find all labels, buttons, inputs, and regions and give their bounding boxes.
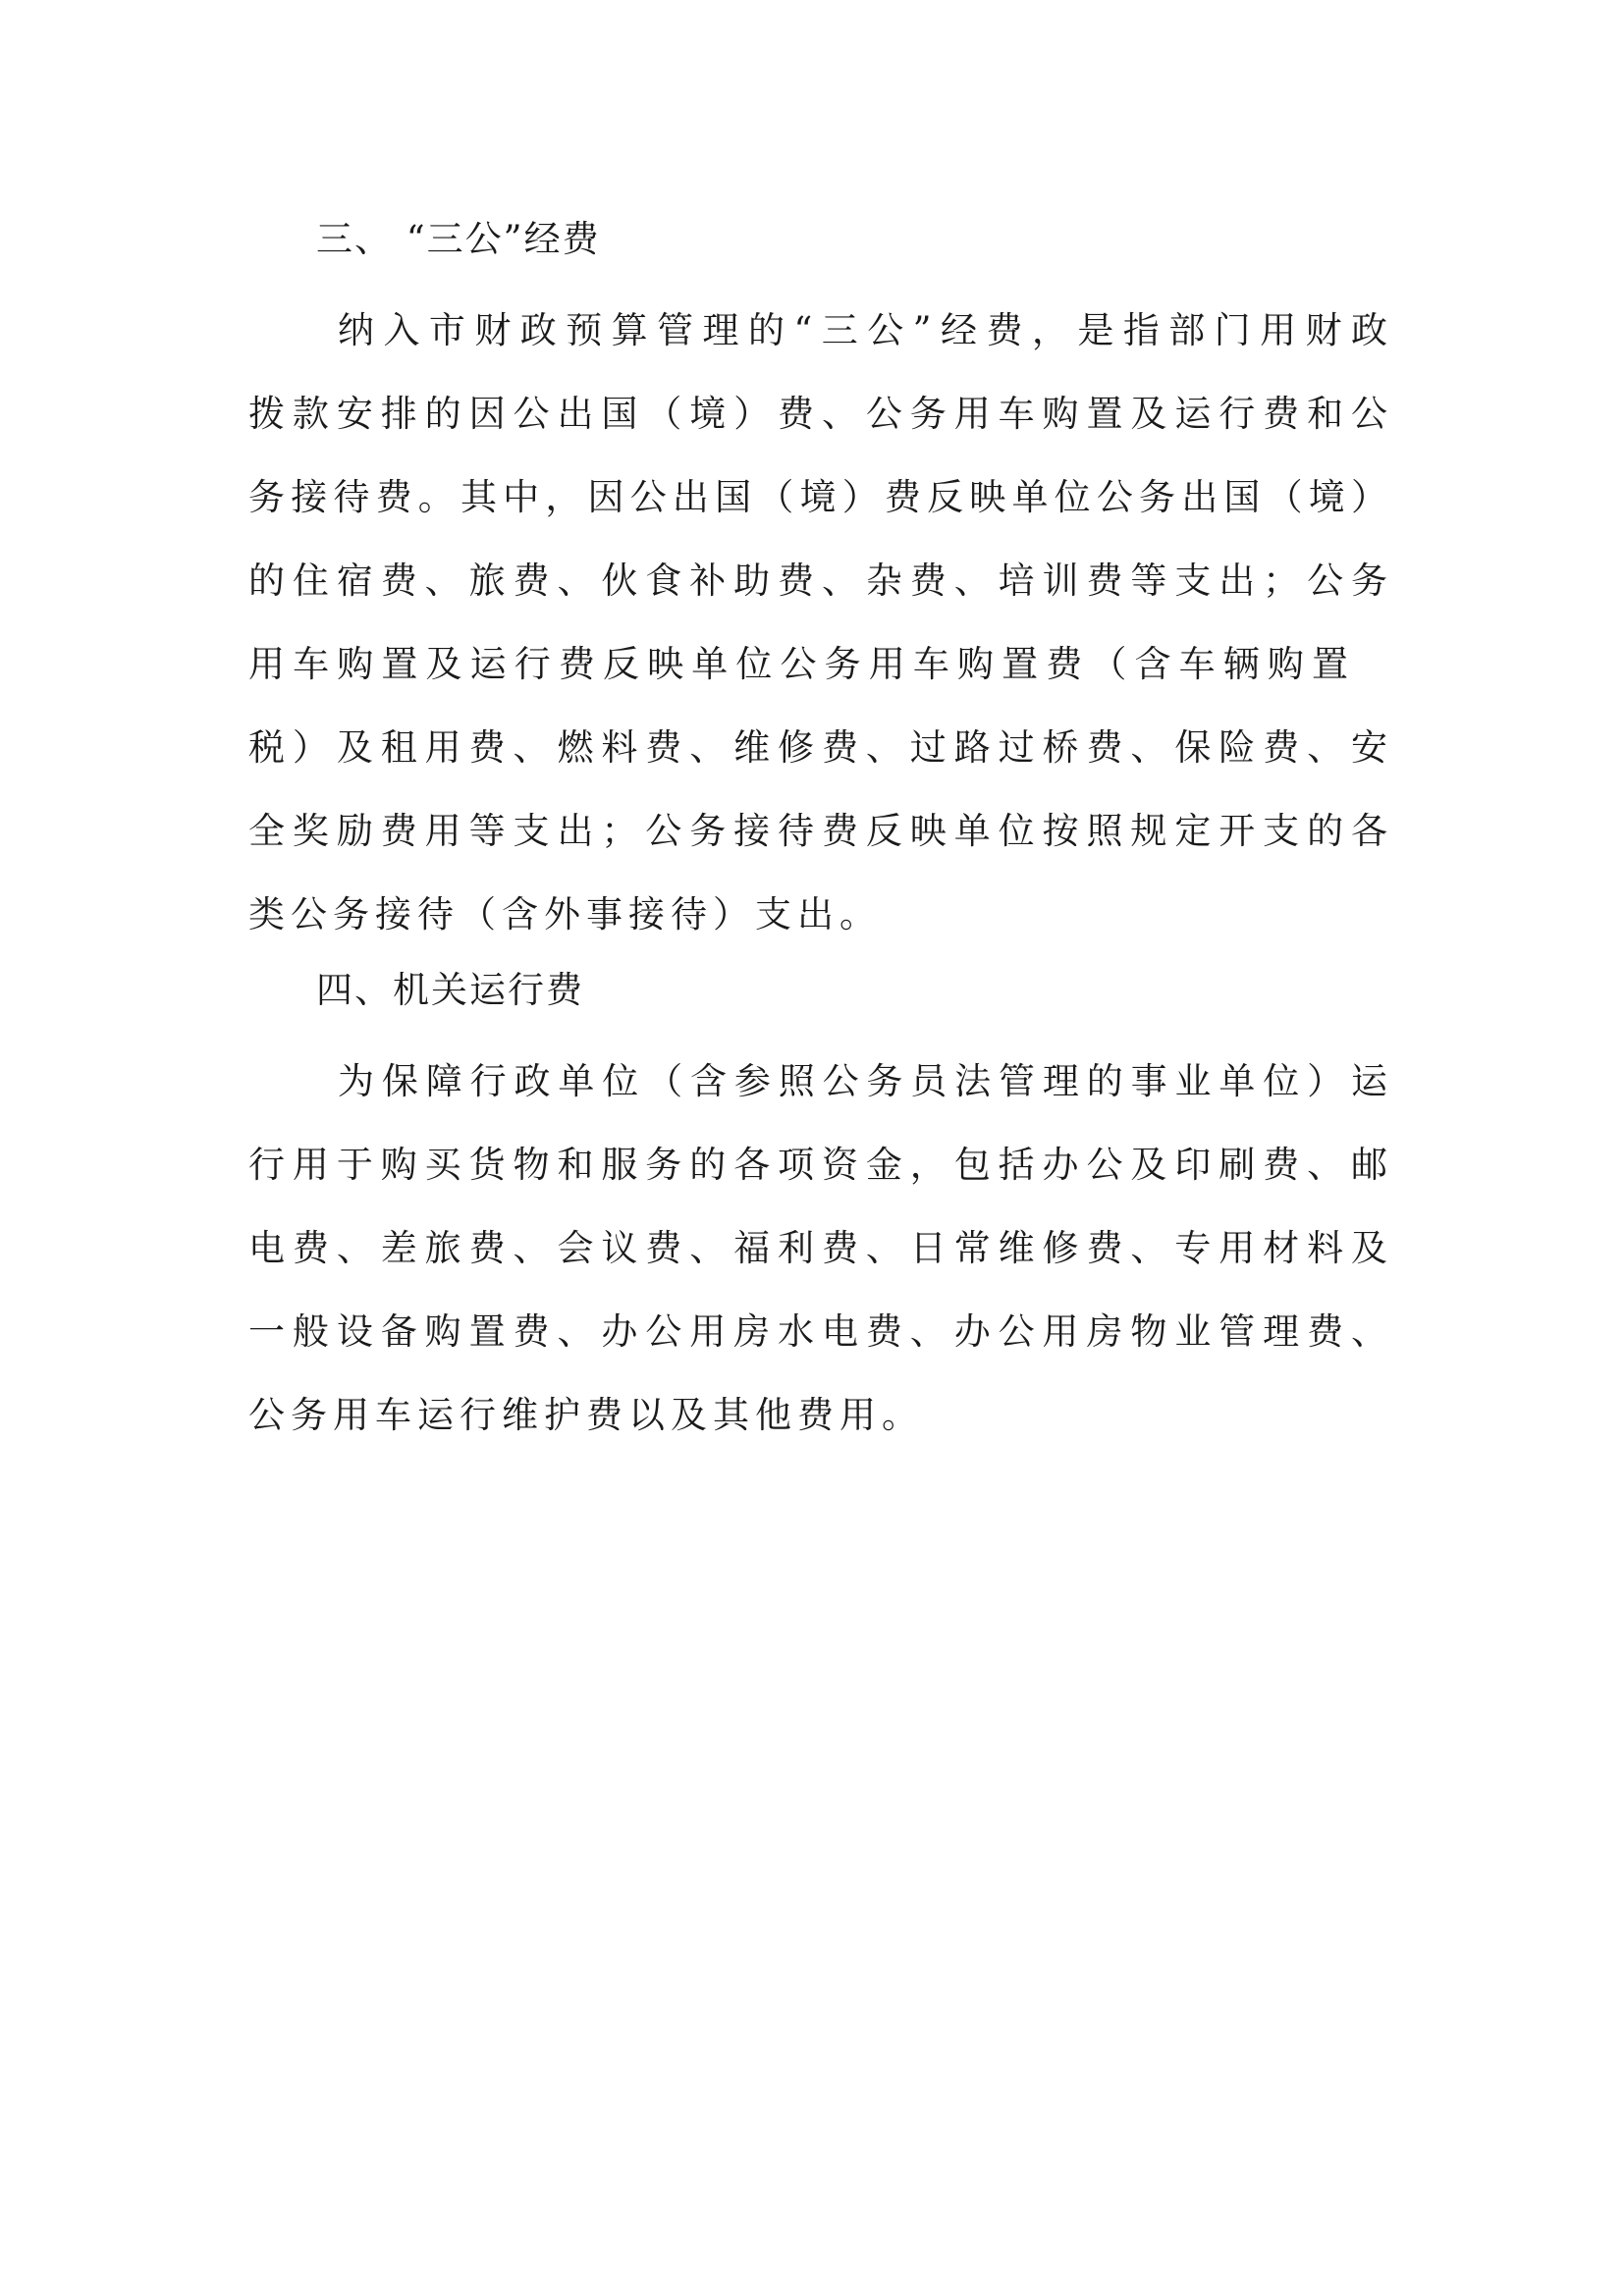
paragraph-line: 税）及租用费、燃料费、维修费、过路过桥费、保险费、安 (248, 726, 1387, 769)
paragraph-line: 一般设备购置费、办公用房水电费、办公用房物业管理费、 (248, 1310, 1387, 1353)
section-heading: 四、机关运行费 (316, 969, 584, 1011)
paragraph-line: 为保障行政单位（含参照公务员法管理的事业单位）运 (338, 1060, 1387, 1102)
paragraph-line: 纳入市财政预算管理的“三公”经费，是指部门用财政 (338, 309, 1387, 351)
section-heading: 三、 “三公”经费 (316, 218, 601, 260)
paragraph-line: 务接待费。其中，因公出国（境）费反映单位公务出国（境） (248, 476, 1387, 518)
paragraph-line: 全奖励费用等支出；公务接待费反映单位按照规定开支的各 (248, 810, 1387, 852)
paragraph-line: 公务用车运行维护费以及其他费用。 (248, 1394, 924, 1436)
paragraph-line: 行用于购买货物和服务的各项资金，包括办公及印刷费、邮 (248, 1144, 1387, 1186)
paragraph-line: 电费、差旅费、会议费、福利费、日常维修费、专用材料及 (248, 1227, 1387, 1269)
paragraph-line: 类公务接待（含外事接待）支出。 (248, 893, 882, 935)
paragraph-line: 拨款安排的因公出国（境）费、公务用车购置及运行费和公 (248, 393, 1387, 435)
paragraph-line: 用车购置及运行费反映单位公务用车购置费（含车辆购置 (248, 643, 1348, 685)
paragraph-line: 的住宿费、旅费、伙食补助费、杂费、培训费等支出；公务 (248, 560, 1387, 602)
